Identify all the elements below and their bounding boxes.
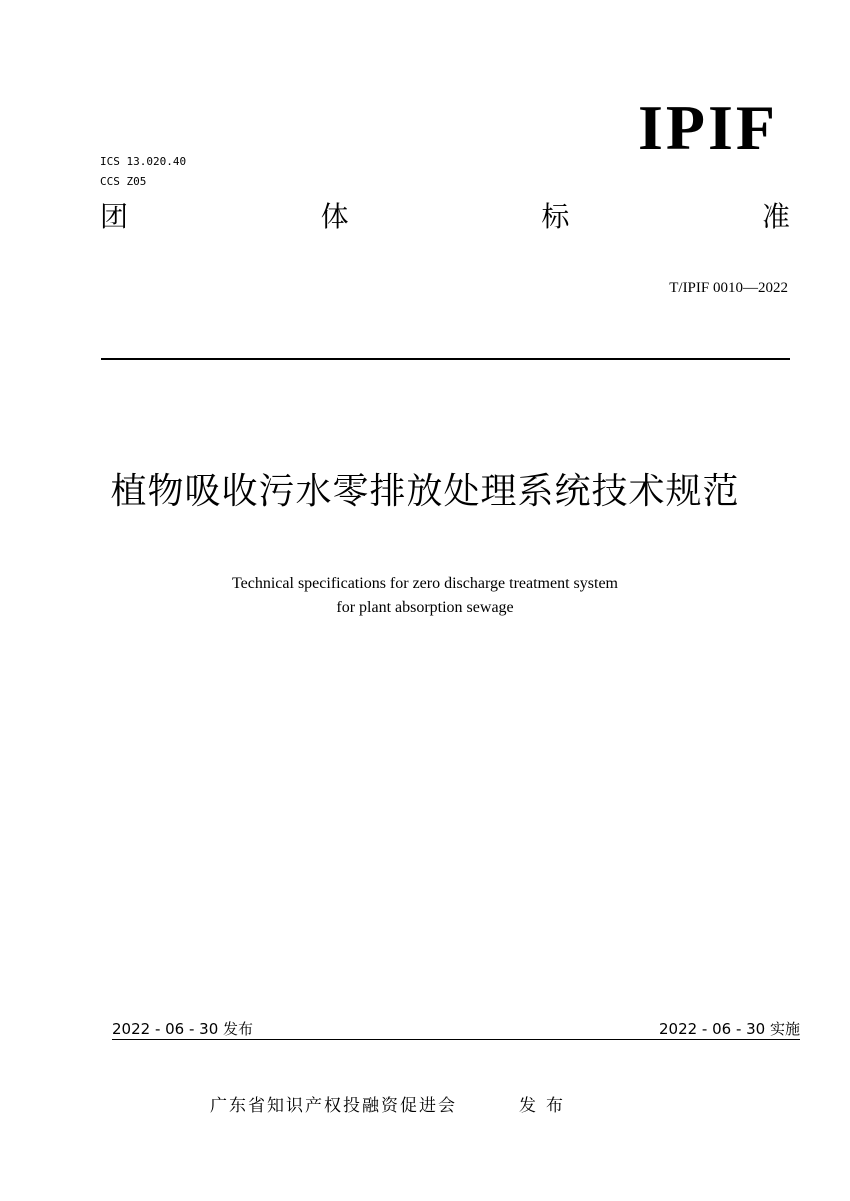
standard-type-char: 体 bbox=[320, 200, 349, 233]
ccs-code: CCS Z05 bbox=[100, 175, 147, 188]
dates-row bbox=[112, 1022, 800, 1037]
ics-code: ICS 13.020.40 bbox=[100, 155, 187, 168]
publisher-row bbox=[210, 1098, 573, 1115]
issue-date: 2022 - 06 - 30 发布 bbox=[112, 1020, 254, 1038]
publisher-organization: 广东省知识产权投融资促进会 bbox=[210, 1096, 457, 1116]
standard-type-char: 准 bbox=[761, 200, 790, 233]
document-title-english bbox=[0, 572, 850, 620]
publish-label: 发布 bbox=[519, 1096, 573, 1116]
standard-type-heading bbox=[100, 200, 790, 234]
standard-type-char: 标 bbox=[541, 200, 570, 233]
footer-divider bbox=[112, 1039, 800, 1040]
implementation-date: 2022 - 06 - 30 实施 bbox=[658, 1020, 800, 1038]
english-title-line: for plant absorption sewage bbox=[336, 599, 514, 616]
header-divider bbox=[101, 358, 790, 360]
english-title-line: Technical specifications for zero discharge treatment system bbox=[232, 575, 618, 592]
document-title-chinese: 植物吸收污水零排放处理系统技术规范 bbox=[110, 471, 740, 512]
standard-type-char: 团 bbox=[100, 200, 129, 233]
standard-number: T/IPIF 0010—2022 bbox=[669, 280, 788, 296]
ipif-logo: IPIF bbox=[638, 92, 778, 163]
